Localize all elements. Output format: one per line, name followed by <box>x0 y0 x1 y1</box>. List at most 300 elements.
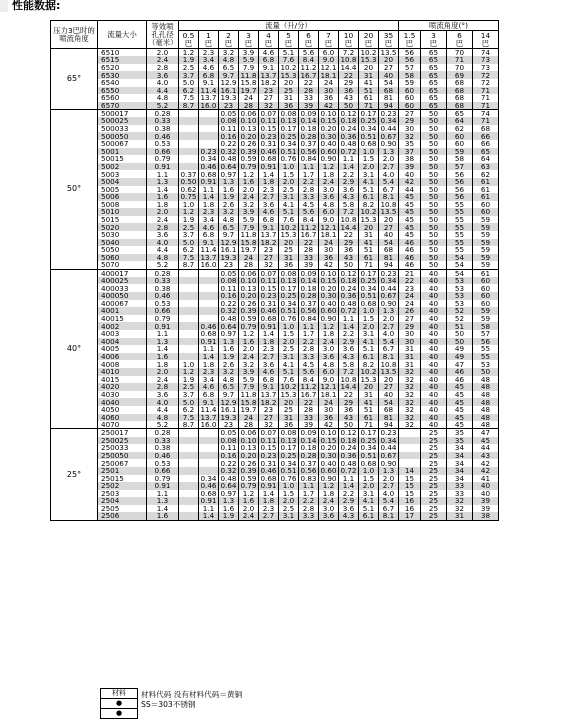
value-cell: 1.8 <box>199 360 219 368</box>
value-cell: 48 <box>473 383 499 391</box>
pressure-column-header: 4 巴 <box>259 31 279 49</box>
value-cell: 2.2 <box>339 490 359 498</box>
value-cell: 39 <box>299 421 319 429</box>
value-cell: 60 <box>473 292 499 300</box>
value-cell: 0.72 <box>340 307 357 315</box>
value-cell <box>179 338 199 346</box>
value-cell: 70 <box>447 49 473 57</box>
value-cell: 10.2 <box>280 63 297 72</box>
value-cell: 0.30 <box>320 451 337 460</box>
value-cell: 1.3 <box>147 178 179 186</box>
value-cell: 0.39 <box>240 307 257 315</box>
value-cell: 40 <box>421 353 447 361</box>
table-row <box>51 414 499 422</box>
value-cell: 10.2 <box>280 223 297 232</box>
value-cell: 0.34 <box>280 299 297 308</box>
value-cell: 6.0 <box>319 208 339 216</box>
value-cell: 1.1 <box>339 475 359 483</box>
table-row <box>51 512 499 520</box>
value-cell: 1.9 <box>179 376 199 384</box>
value-cell: 13.7 <box>260 71 277 79</box>
value-cell: 0.91 <box>260 482 277 490</box>
value-cell: 0.17 <box>280 124 297 133</box>
value-cell: 0.68 <box>360 139 377 148</box>
value-cell: 42 <box>473 467 499 475</box>
value-cell: 14 <box>399 467 421 475</box>
size-code-cell: 500025 <box>98 117 147 125</box>
value-cell: 2.7 <box>379 163 399 171</box>
value-cell: 45 <box>447 398 473 406</box>
value-cell: 0.06 <box>240 269 257 277</box>
value-cell: 0.68 <box>260 155 277 163</box>
value-cell: 0.13 <box>240 124 257 133</box>
value-cell: 50 <box>421 261 447 269</box>
value-cell: 0.33 <box>147 117 179 125</box>
value-cell: 2.7 <box>379 322 399 330</box>
value-cell: 40 <box>421 376 447 384</box>
value-cell: 0.31 <box>260 459 277 467</box>
value-cell: 22 <box>299 398 319 406</box>
value-cell: 1.2 <box>239 170 259 178</box>
value-cell: 0.60 <box>320 466 337 475</box>
value-cell: 2.9 <box>339 497 359 505</box>
value-cell: 0.26 <box>240 139 257 148</box>
value-cell: 2.5 <box>279 186 299 194</box>
value-cell: 66 <box>473 132 499 140</box>
value-cell: 13.7 <box>260 231 277 239</box>
value-cell: 40 <box>421 292 447 300</box>
value-cell: 50 <box>421 208 447 216</box>
value-cell: 23 <box>259 87 279 95</box>
value-cell: 0.25 <box>360 276 377 285</box>
value-cell: 0.06 <box>240 428 257 437</box>
value-cell: 46 <box>447 376 473 384</box>
value-cell: 64 <box>473 155 499 163</box>
value-cell: 0.08 <box>280 109 297 118</box>
value-cell: 4.1 <box>279 201 299 209</box>
material-note-brass: 材料代码 没有材料代码＝黄铜 <box>141 690 243 699</box>
value-cell: 0.34 <box>360 284 377 293</box>
size-code-cell: 6560 <box>98 94 147 102</box>
value-cell: 4.4 <box>147 406 179 414</box>
value-cell: 1.3 <box>219 178 239 186</box>
value-cell: 43 <box>339 254 359 262</box>
value-cell: 10.8 <box>340 375 357 384</box>
value-cell: 2.8 <box>299 505 319 513</box>
value-cell: 2.0 <box>147 49 179 57</box>
value-cell: 0.13 <box>280 117 297 125</box>
value-cell: 15.8 <box>240 398 257 406</box>
value-cell: 65 <box>447 109 473 117</box>
value-cell: 16 <box>399 497 421 505</box>
value-cell: 0.23 <box>380 269 397 277</box>
value-cell <box>179 482 199 490</box>
value-cell: 23 <box>259 246 279 254</box>
value-cell: 50 <box>421 170 447 178</box>
value-cell: 0.56 <box>300 147 317 156</box>
value-cell: 0.20 <box>240 451 257 460</box>
value-cell: 0.17 <box>360 109 377 118</box>
table-row <box>51 170 499 178</box>
value-cell: 8.7 <box>179 261 199 269</box>
value-cell <box>179 505 199 513</box>
value-cell: 2.0 <box>379 475 399 483</box>
value-cell: 9.0 <box>319 376 339 384</box>
value-cell: 0.38 <box>147 284 179 292</box>
value-cell: 36 <box>279 102 299 110</box>
value-cell: 4.8 <box>319 360 339 368</box>
value-cell: 40 <box>473 482 499 490</box>
value-cell: 0.76 <box>280 314 297 323</box>
value-cell: 0.28 <box>300 292 317 300</box>
value-cell: 53 <box>473 360 499 368</box>
value-cell: 0.60 <box>320 307 337 315</box>
value-cell <box>179 284 199 292</box>
value-cell: 24 <box>399 292 421 300</box>
value-cell: 27 <box>379 383 399 391</box>
value-cell: 9.1 <box>259 383 279 391</box>
value-cell: 47 <box>473 429 499 437</box>
value-cell: 0.06 <box>240 109 257 118</box>
value-cell: 0.15 <box>260 124 277 133</box>
value-cell: 56 <box>447 178 473 186</box>
value-cell: 7.9 <box>239 64 259 72</box>
value-cell: 0.15 <box>260 284 277 293</box>
value-cell: 20 <box>359 383 379 391</box>
pressure-column-header: 35 巴 <box>379 31 399 49</box>
value-cell: 26 <box>399 307 421 315</box>
value-cell: 35 <box>399 140 421 148</box>
value-cell: 0.48 <box>220 314 237 323</box>
value-cell: 13.5 <box>380 48 397 57</box>
value-cell: 2.7 <box>259 353 279 361</box>
value-cell: 51 <box>359 87 379 95</box>
value-cell: 27 <box>379 64 399 72</box>
group-angle-cell: 65° <box>51 49 98 110</box>
value-cell: 0.34 <box>380 276 397 285</box>
table-row <box>51 87 499 95</box>
value-cell: 0.25 <box>280 292 297 300</box>
material-note-ss: SS＝303不锈钢 <box>141 700 196 709</box>
value-cell: 3.0 <box>319 505 339 513</box>
value-cell: 59 <box>399 79 421 87</box>
value-cell: 3.6 <box>339 186 359 194</box>
value-cell: 0.62 <box>180 185 197 194</box>
value-cell: 60 <box>399 94 421 102</box>
value-cell <box>179 345 199 353</box>
value-cell: 50 <box>473 368 499 376</box>
value-cell: 0.64 <box>220 162 237 171</box>
value-cell: 2.7 <box>379 482 399 490</box>
value-cell: 4.0 <box>147 239 179 247</box>
value-cell: 0.25 <box>360 117 377 125</box>
value-cell <box>199 117 219 125</box>
size-code-cell: 250050 <box>98 452 147 460</box>
value-cell: 18.2 <box>260 78 277 87</box>
value-cell: 1.8 <box>147 360 179 368</box>
value-cell: 0.48 <box>340 139 357 148</box>
value-cell: 16.7 <box>300 71 317 79</box>
value-cell: 32 <box>399 406 421 414</box>
value-cell: 50 <box>421 254 447 262</box>
value-cell: 0.18 <box>340 117 357 125</box>
size-code-cell: 6520 <box>98 64 147 72</box>
value-cell: 32 <box>259 102 279 110</box>
value-cell: 7.6 <box>279 376 299 384</box>
value-cell: 3.2 <box>219 368 239 376</box>
value-cell: 40 <box>421 330 447 338</box>
value-cell: 2.0 <box>379 155 399 163</box>
value-cell: 2.2 <box>339 330 359 338</box>
table-row <box>51 444 499 452</box>
value-cell: 1.9 <box>179 216 199 224</box>
value-cell: 14.4 <box>340 223 357 232</box>
value-cell: 40 <box>421 391 447 399</box>
value-cell: 61 <box>359 254 379 262</box>
value-cell: 15 <box>399 490 421 498</box>
value-cell: 0.97 <box>220 170 237 178</box>
value-cell: 5.1 <box>359 505 379 513</box>
value-cell: 16.0 <box>200 421 217 429</box>
value-cell: 25 <box>421 497 447 505</box>
value-cell: 0.91 <box>260 322 277 331</box>
value-cell: 0.37 <box>300 299 317 308</box>
value-cell: 6.5 <box>219 383 239 391</box>
value-cell: 7.2 <box>339 49 359 57</box>
value-cell <box>179 353 199 361</box>
value-cell: 45 <box>447 406 473 414</box>
size-code-cell: 5008 <box>98 201 147 209</box>
value-cell: 32 <box>399 368 421 376</box>
value-cell: 25 <box>421 459 447 467</box>
value-cell: 50 <box>421 193 447 201</box>
value-cell: 10.2 <box>360 48 377 57</box>
value-cell: 0.25 <box>280 451 297 460</box>
table-row <box>51 94 499 102</box>
value-cell: 23 <box>399 284 421 292</box>
value-cell: 2.3 <box>259 186 279 194</box>
value-cell: 62 <box>447 125 473 133</box>
value-cell: 68 <box>379 87 399 95</box>
value-cell: 5.6 <box>299 208 319 216</box>
value-cell: 41 <box>473 475 499 483</box>
value-cell: 30 <box>399 338 421 346</box>
value-cell: 2.8 <box>299 186 319 194</box>
value-cell: 59 <box>473 231 499 239</box>
value-cell: 0.13 <box>280 436 297 445</box>
material-legend-box <box>100 688 138 719</box>
value-cell: 2.3 <box>259 505 279 513</box>
value-cell: 34 <box>447 444 473 452</box>
value-cell: 6.1 <box>359 353 379 361</box>
value-cell: 1.0 <box>179 201 199 209</box>
value-cell: 3.0 <box>319 345 339 353</box>
value-cell: 10.8 <box>340 56 357 64</box>
value-cell <box>179 269 199 277</box>
value-cell: 6.5 <box>219 64 239 72</box>
angle-pressure-column-header: 6 巴 <box>447 31 473 49</box>
value-cell: 65 <box>421 79 447 87</box>
value-cell: 2.0 <box>147 368 179 376</box>
value-cell: 68 <box>447 102 473 110</box>
value-cell: 1.6 <box>239 338 259 346</box>
value-cell: 13.7 <box>260 390 277 399</box>
size-code-cell: 250017 <box>98 429 147 437</box>
value-cell: 1.3 <box>147 338 179 346</box>
value-cell: 2.5 <box>279 505 299 513</box>
value-cell: 1.3 <box>219 497 239 505</box>
size-code-cell: 5070 <box>98 261 147 269</box>
value-cell: 1.9 <box>179 56 199 64</box>
value-cell: 44 <box>473 444 499 452</box>
value-cell: 5.9 <box>239 376 259 384</box>
value-cell: 6.8 <box>259 376 279 384</box>
size-code-cell: 2501 <box>98 467 147 475</box>
value-cell <box>399 437 421 445</box>
size-code-cell: 4005 <box>98 345 147 353</box>
value-cell: 6.7 <box>379 505 399 513</box>
size-code-cell: 2503 <box>98 490 147 498</box>
pressure-angle-header: 压力3巴时的喷流角度 <box>51 21 98 49</box>
value-cell: 35 <box>447 437 473 445</box>
value-cell <box>179 300 199 308</box>
value-cell: 0.05 <box>220 428 237 437</box>
value-cell: 0.46 <box>147 452 179 460</box>
value-cell: 3.3 <box>299 193 319 201</box>
value-cell: 6.8 <box>199 71 219 79</box>
size-code-cell: 4001 <box>98 307 147 315</box>
value-cell: 19.3 <box>220 413 237 422</box>
value-cell: 19.7 <box>240 86 257 95</box>
value-cell: 1.1 <box>199 345 219 353</box>
value-cell: 59 <box>447 148 473 156</box>
value-cell: 3.6 <box>339 505 359 513</box>
value-cell: 1.9 <box>219 353 239 361</box>
size-code-cell: 2502 <box>98 482 147 490</box>
value-cell: 43 <box>339 414 359 422</box>
value-cell: 41 <box>359 239 379 247</box>
value-cell: 56 <box>399 49 421 57</box>
size-code-cell: 4008 <box>98 360 147 368</box>
value-cell: 1.8 <box>259 338 279 346</box>
size-code-cell: 5004 <box>98 178 147 186</box>
value-cell: 0.90 <box>380 459 397 467</box>
value-cell: 94 <box>379 261 399 269</box>
value-cell: 71 <box>473 94 499 102</box>
value-cell: 33 <box>447 490 473 498</box>
value-cell: 55 <box>447 208 473 216</box>
value-cell: 0.34 <box>380 436 397 445</box>
value-cell: 32 <box>399 391 421 399</box>
value-cell: 0.24 <box>340 284 357 293</box>
value-cell: 4.0 <box>379 490 399 498</box>
value-cell: 46 <box>399 239 421 247</box>
value-cell: 15.8 <box>240 78 257 87</box>
value-cell: 50 <box>421 155 447 163</box>
value-cell: 0.11 <box>260 436 277 445</box>
value-cell: 0.11 <box>220 444 237 452</box>
value-cell: 8.7 <box>179 102 199 110</box>
size-code-cell: 5003 <box>98 170 147 178</box>
size-code-cell: 2504 <box>98 497 147 505</box>
table-row <box>51 497 499 505</box>
value-cell: 3.4 <box>199 216 219 224</box>
value-cell: 0.32 <box>220 147 237 156</box>
value-cell: 3.6 <box>259 201 279 209</box>
value-cell: 5.8 <box>339 360 359 368</box>
value-cell: 49 <box>447 345 473 353</box>
value-cell: 0.50 <box>180 177 197 186</box>
value-cell: 25 <box>421 512 447 520</box>
value-cell: 0.23 <box>380 428 397 437</box>
value-cell: 11.8 <box>240 390 257 399</box>
table-row <box>51 437 499 445</box>
value-cell: 0.91 <box>147 482 179 490</box>
value-cell: 31 <box>279 414 299 422</box>
value-cell: 59 <box>473 246 499 254</box>
value-cell: 0.79 <box>147 155 179 163</box>
value-cell: 24 <box>239 414 259 422</box>
value-cell: 56 <box>447 170 473 178</box>
value-cell: 81 <box>379 94 399 102</box>
value-cell: 2.5 <box>279 345 299 353</box>
value-cell: 0.14 <box>300 436 317 445</box>
value-cell: 39 <box>299 102 319 110</box>
value-cell: 0.10 <box>240 117 257 125</box>
value-cell: 0.68 <box>360 459 377 467</box>
value-cell: 1.3 <box>379 467 399 475</box>
table-row <box>51 231 499 239</box>
size-code-cell: 5010 <box>98 208 147 216</box>
value-cell: 6.2 <box>179 246 199 254</box>
value-cell: 25 <box>421 505 447 513</box>
value-cell: 15 <box>399 482 421 490</box>
value-cell: 68 <box>379 406 399 414</box>
value-cell: 9.0 <box>319 216 339 224</box>
value-cell: 11.2 <box>300 223 317 232</box>
value-cell: 46 <box>447 368 473 376</box>
value-cell: 68 <box>447 87 473 95</box>
size-code-cell: 6550 <box>98 87 147 95</box>
value-cell: 0.59 <box>240 314 257 323</box>
value-cell: 0.51 <box>280 466 297 475</box>
value-cell: 60 <box>473 277 499 285</box>
value-cell: 36 <box>319 414 339 422</box>
value-cell: 7.2 <box>339 208 359 216</box>
value-cell: 1.4 <box>199 193 219 201</box>
value-cell: 1.5 <box>279 170 299 178</box>
table-row <box>51 132 499 140</box>
value-cell: 31 <box>359 391 379 399</box>
value-cell: 0.31 <box>260 299 277 308</box>
value-cell: 31 <box>399 360 421 368</box>
value-cell <box>199 140 219 148</box>
value-cell: 63 <box>473 163 499 171</box>
value-cell: 2.2 <box>299 338 319 346</box>
value-cell: 39 <box>399 163 421 171</box>
value-cell: 55 <box>447 246 473 254</box>
size-code-cell: 400067 <box>98 300 147 308</box>
value-cell: 3.2 <box>219 49 239 57</box>
value-cell: 1.7 <box>299 330 319 338</box>
value-cell: 34 <box>447 459 473 467</box>
value-cell: 0.20 <box>240 292 257 300</box>
value-cell <box>199 307 219 315</box>
size-code-cell: 5002 <box>98 163 147 171</box>
angle-pressure-column-header: 3 巴 <box>421 31 447 49</box>
table-row <box>51 421 499 429</box>
value-cell: 0.37 <box>180 170 197 178</box>
